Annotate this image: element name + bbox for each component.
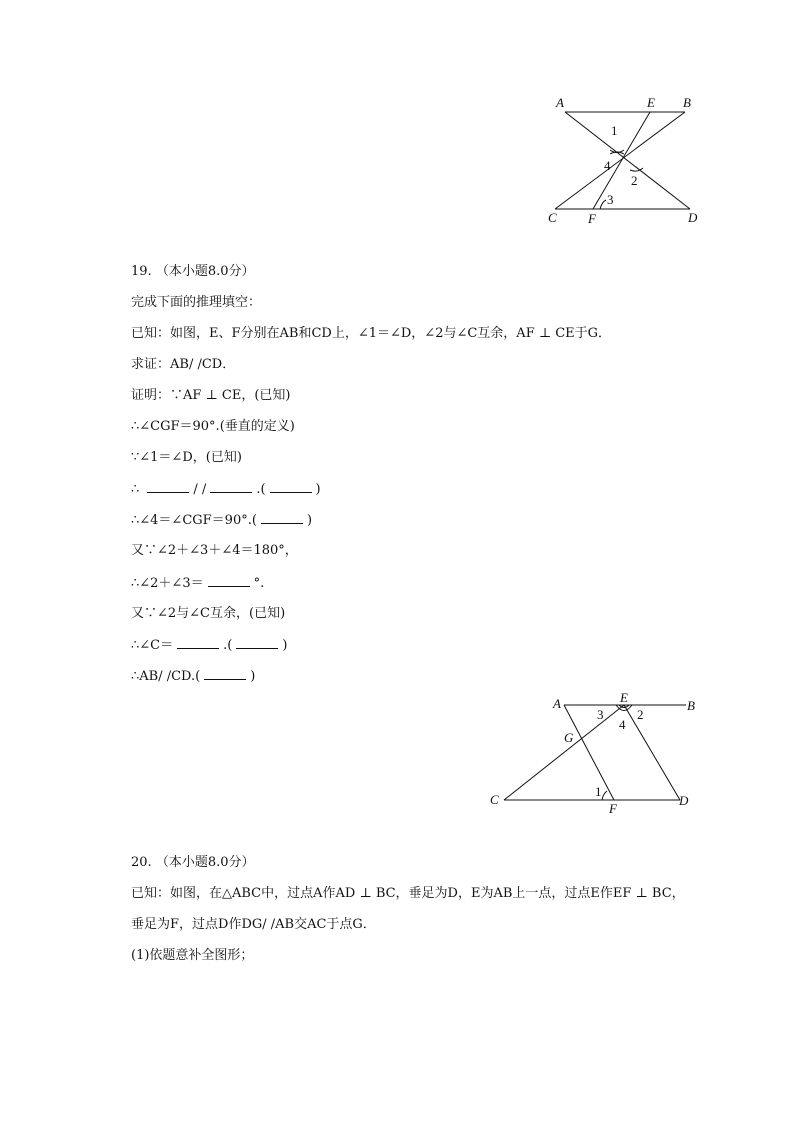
q19-step-8: 又∵∠2与∠C互余，(已知) (131, 606, 286, 621)
q20-line-2: 垂足为F，过点D作DG/ /AB交AC于点G． (131, 917, 376, 932)
q19-step-2: ∴∠CGF＝90°.(垂直的定义) (131, 419, 295, 434)
answer-blank[interactable] (270, 479, 312, 493)
q19-score: （本小题8.0分） (155, 264, 255, 279)
fig2-angle-3: 3 (597, 707, 604, 722)
q19-step-10-text: ∴AB/ /CD.( (131, 669, 201, 684)
fig2-label-E: E (620, 690, 628, 705)
q19-step-9: ∴∠C＝ .( ) (131, 635, 287, 656)
fig2-label-G: G (564, 730, 574, 745)
fig2-angle-1: 1 (595, 784, 602, 799)
answer-blank[interactable] (177, 635, 219, 649)
fig2-label-B: B (687, 698, 695, 713)
q19-prove: 求证：AB/ /CD． (131, 357, 236, 372)
q19-step-4: ∴ / / .( ) (131, 479, 321, 500)
q20-line-1: 已知：如图，在△ABC中，过点A作AD ⊥ BC，垂足为D，E为AB上一点，过点E作EF ⊥ BC， (131, 886, 685, 901)
q20-part-1: (1)依题意补全图形； (131, 948, 254, 963)
fig1-angle-4: 4 (604, 158, 611, 173)
q20-header (131, 853, 255, 873)
fig2-label-A: A (553, 696, 561, 711)
fig1-angle-2: 2 (631, 173, 638, 188)
answer-blank[interactable] (204, 666, 246, 680)
fig1-angle-1: 1 (611, 123, 618, 138)
q19-number: 19. (131, 264, 152, 279)
fig1-label-D: D (688, 210, 698, 225)
q19-given: 已知：如图，E、F分别在AB和CD上，∠1＝∠D，∠2与∠C互余，AF ⊥ CE于G． (131, 326, 612, 341)
q19-instruction: 完成下面的推理填空： (131, 295, 262, 310)
q19-step-10: ∴AB/ /CD.( ) (131, 666, 255, 687)
figure-2-diagram (488, 690, 703, 820)
q19-step-5-text: ∴∠4＝∠CGF＝90°.( (131, 513, 257, 528)
answer-blank[interactable] (147, 479, 189, 493)
figure-1-diagram (540, 92, 710, 232)
q19-step-9-text: ∴∠C＝ (131, 638, 174, 653)
fig1-angle-3: 3 (607, 192, 614, 207)
answer-blank[interactable] (208, 573, 250, 587)
q19-step-4-text: ∴ (131, 482, 140, 497)
fig1-label-E: E (647, 95, 655, 110)
q19-step-6: 又∵∠2＋∠3＋∠4＝180°， (131, 543, 298, 558)
fig2-label-C: C (490, 792, 499, 807)
fig2-label-D: D (679, 793, 689, 808)
q20-number: 20. (131, 855, 152, 870)
answer-blank[interactable] (236, 635, 278, 649)
fig1-label-B: B (683, 95, 691, 110)
q19-step-7-text: ∴∠2＋∠3＝ (131, 576, 204, 591)
fig2-angle-2: 2 (637, 707, 644, 722)
fig2-angle-4: 4 (619, 717, 626, 732)
fig2-label-F: F (609, 801, 617, 816)
q19-step-7: ∴∠2＋∠3＝ °. (131, 573, 264, 594)
fig1-label-C: C (548, 210, 557, 225)
q19-header (131, 262, 255, 282)
answer-blank[interactable] (261, 510, 303, 524)
q19-step-1: 证明：∵AF ⊥ CE，(已知) (131, 388, 291, 403)
q20-score: （本小题8.0分） (155, 855, 255, 870)
q19-step-5: ∴∠4＝∠CGF＝90°.( ) (131, 510, 312, 531)
fig1-label-F: F (588, 211, 596, 226)
q19-step-3: ∵∠1＝∠D，(已知) (131, 450, 242, 465)
fig1-label-A: A (556, 95, 564, 110)
answer-blank[interactable] (210, 479, 252, 493)
